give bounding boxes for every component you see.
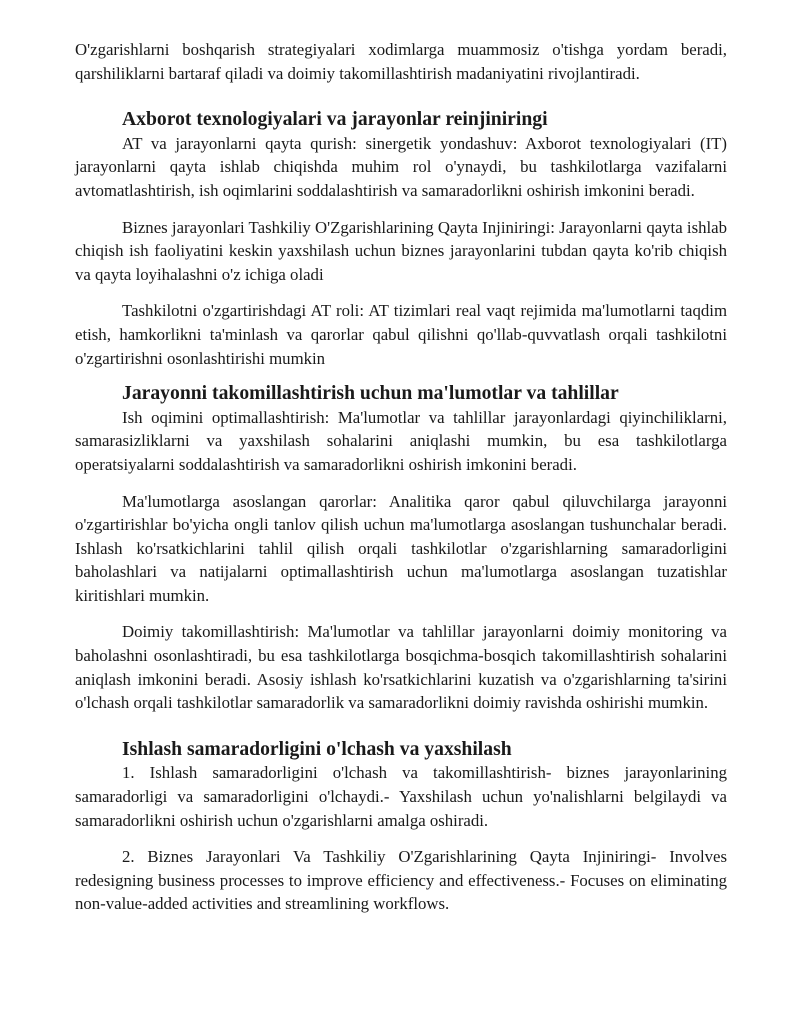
body-paragraph: Biznes jarayonlari Tashkiliy O'Zgarishlarining Qayta Injiniringi: Jarayonlarni qayta ishlab chiqish ish faoliyatini keskin yaxshilash uchun biznes jarayonlarini tubdan qayta ko'rib chiqish va qayta loyihalashni o'z ichiga oladi — [75, 217, 727, 284]
spacer — [75, 286, 727, 299]
document-page — [75, 38, 727, 916]
body-paragraph: AT va jarayonlarni qayta qurish: sinergetik yondashuv: Axborot texnologiyalari (IT) jarayonlarni qayta ishlab chiqishda muhim rol o'ynaydi, bu tashkilotlarga vazifalarni avtomatlashtirish, ish oqimlarini soddalashtirish va samaradorlikni oshirish imkonini beradi. — [75, 133, 727, 200]
intro-paragraph: O'zgarishlarni boshqarish strategiyalari xodimlarga muammosiz o'tishga yordam beradi, qarshiliklarni bartaraf qiladi va doimiy takomillashtirish madaniyatini rivojlantiradi. — [75, 40, 727, 83]
body-paragraph: 1. Ishlash samaradorligini o'lchash va takomillashtirish- biznes jarayonlarining samaradorligi va samaradorligini o'lchaydi.- Yaxshilash uchun yo'nalishlarni belgilaydi va samaradorlikni oshirish uchun o'zgarishlarni amalga oshiradi. — [75, 763, 727, 830]
section-performance — [75, 738, 727, 916]
spacer — [75, 607, 727, 620]
body-paragraph: Tashkilotni o'zgartirishdagi AT roli: AT tizimlari real vaqt rejimida ma'lumotlarni taqdim etish, hamkorlikni ta'minlash va qarorlar qabul qilishni qo'llab-quvvatlash orqali tashkilotni o'zgartirishni osonlashtirishi mumkin — [75, 301, 727, 368]
body-paragraph: 2. Biznes Jarayonlari Va Tashkiliy O'Zgarishlarining Qayta Injiniringi- Involves redesigning business processes to improve efficiency and effectiveness.- Focuses on eliminating non-value-added activities and streamlining workflows. — [75, 847, 727, 914]
spacer — [75, 715, 727, 738]
section-data-analytics — [75, 382, 727, 715]
spacer — [75, 477, 727, 490]
body-paragraph: Doimiy takomillashtirish: Ma'lumotlar va tahlillar jarayonlarni doimiy monitoring va baholashni osonlashtiradi, bu esa tashkilotlarga bosqichma-bosqich takomillashtirish sohalarini aniqlash imkonini beradi. Asosiy ishlash ko'rsatkichlarini kuzatish va o'zgarishlarning ta'sirini o'lchash orqali tashkilotlar samaradorlik va samaradorlikni doimiy ravishda oshirishi mumkin. — [75, 622, 727, 713]
spacer — [75, 203, 727, 216]
body-paragraph: Ma'lumotlarga asoslangan qarorlar: Analitika qaror qabul qiluvchilarga jarayonni o'zgartirishlar bo'yicha ongli tanlov qilish uchun ma'lumotlarga asoslangan tushunchalar beradi. Ishlash ko'rsatkichlarini tahlil qilish orqali tashkilotlar o'zgarishlarning samaradorligini baholashlari va natijalarni optimallashtirish uchun ma'lumotlarga asoslangan tuzatishlar kiritishlari mumkin. — [75, 491, 727, 605]
spacer — [75, 370, 727, 382]
spacer — [75, 832, 727, 845]
body-paragraph: Ish oqimini optimallashtirish: Ma'lumotlar va tahlillar jarayonlardagi qiyinchiliklarni, samarasizliklarni va yaxshilash sohalarini aniqlashi mumkin, bu esa tashkilotlarga operatsiyalarni soddalashtirish va samaradorlikni oshirish imkonini beradi. — [75, 407, 727, 474]
section-heading: Ishlash samaradorligini o'lchash va yaxshilash — [122, 737, 512, 760]
section-heading: Axborot texnologiyalari va jarayonlar reinjiniringi — [122, 108, 548, 131]
spacer — [75, 85, 727, 108]
section-it-reengineering — [75, 108, 727, 370]
section-heading: Jarayonni takomillashtirish uchun ma'lumotlar va tahlillar — [122, 382, 619, 405]
